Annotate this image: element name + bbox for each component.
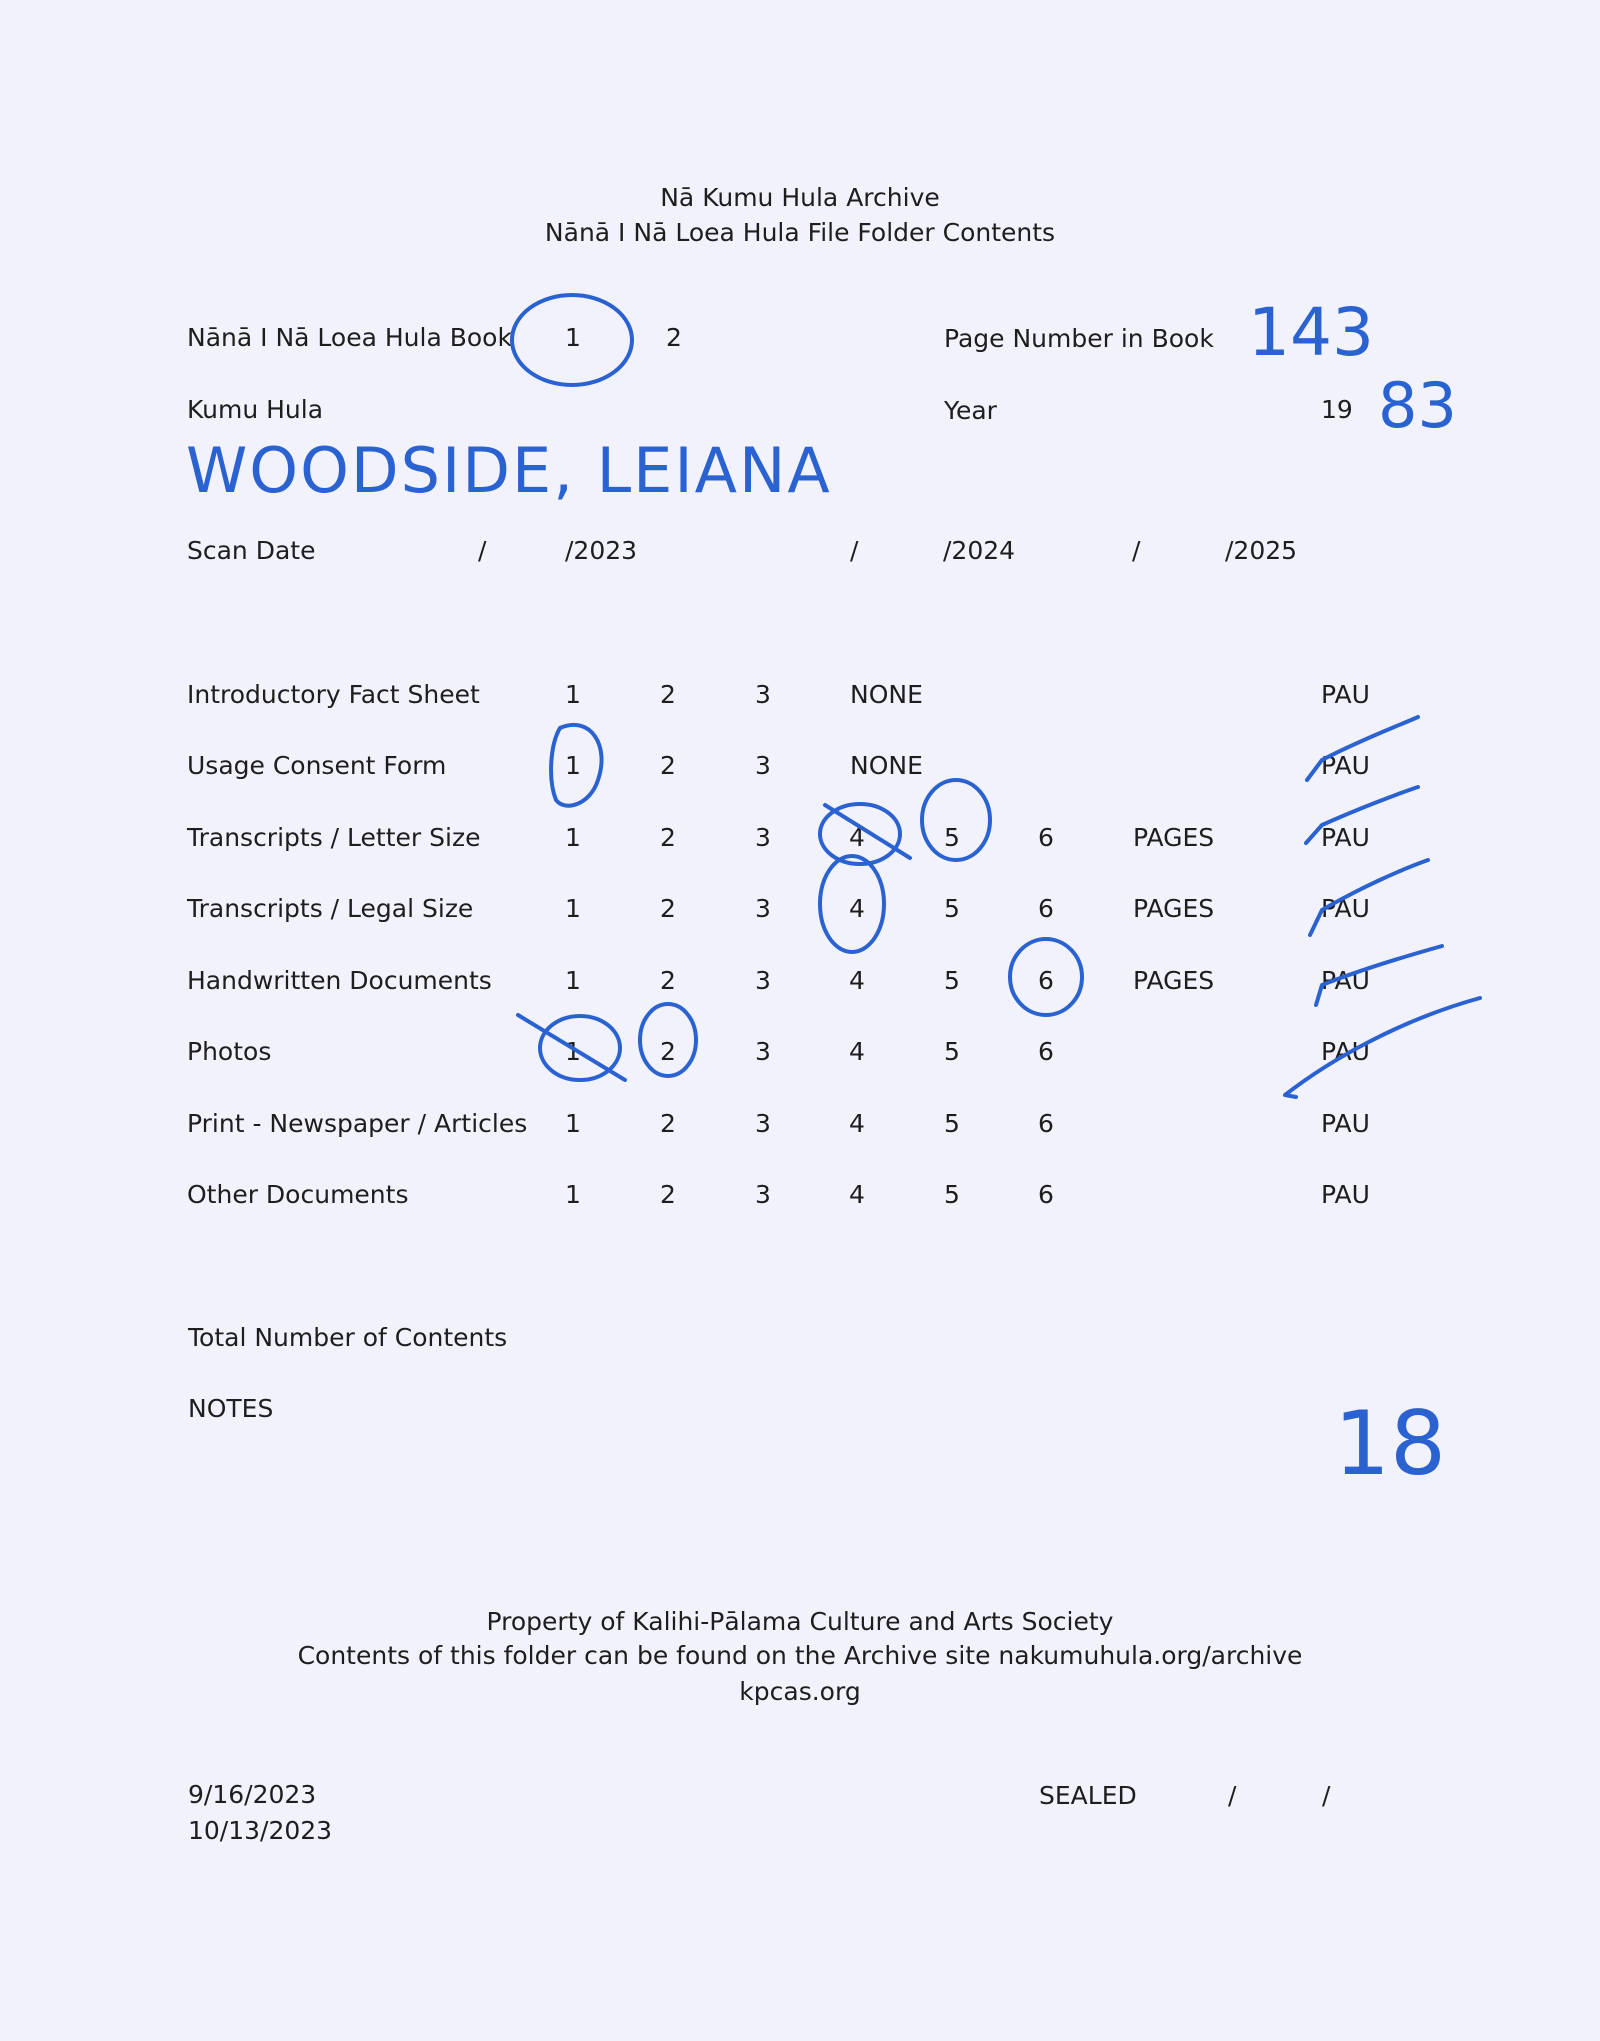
row-cell: 5 xyxy=(944,1037,960,1066)
row-cell: 5 xyxy=(944,1109,960,1138)
row-cell: 1 xyxy=(565,894,581,923)
row-cell: 1 xyxy=(565,966,581,995)
total-contents-handwritten: 18 xyxy=(1334,1392,1446,1495)
date-entry-2: 10/13/2023 xyxy=(188,1816,333,1845)
row-label-other-docs: Other Documents xyxy=(187,1180,409,1209)
row-cell: 2 xyxy=(660,1109,676,1138)
row-pau: PAU xyxy=(1321,894,1370,923)
property-line: Property of Kalihi-Pālama Culture and Arts Society xyxy=(486,1607,1114,1636)
row-cell: 1 xyxy=(565,1109,581,1138)
page-number-handwritten: 143 xyxy=(1248,294,1374,371)
row-cell: 4 xyxy=(849,1037,865,1066)
row-cell: 2 xyxy=(660,966,676,995)
row-cell: 6 xyxy=(1038,966,1054,995)
kumu-hula-handwritten-name: WOODSIDE, LEIANA xyxy=(186,434,832,507)
row-pages: PAGES xyxy=(1133,894,1215,923)
row-cell: 6 xyxy=(1038,1109,1054,1138)
row-cell: 2 xyxy=(660,680,676,709)
row-cell: 6 xyxy=(1038,1037,1054,1066)
row-cell: 3 xyxy=(755,751,771,780)
row-cell: 1 xyxy=(565,1180,581,1209)
row-cell: 5 xyxy=(944,823,960,852)
row-pau: PAU xyxy=(1321,680,1370,709)
row-pau: PAU xyxy=(1321,1109,1370,1138)
scan-date-label: Scan Date xyxy=(187,536,316,565)
row-cell: 5 xyxy=(944,966,960,995)
row-label-print-newspaper: Print - Newspaper / Articles xyxy=(187,1109,528,1138)
total-contents-label: Total Number of Contents xyxy=(188,1323,508,1352)
row-cell: 6 xyxy=(1038,894,1054,923)
notes-label: NOTES xyxy=(188,1394,274,1423)
pau-check-mark xyxy=(1285,998,1480,1097)
row-cell: 3 xyxy=(755,894,771,923)
row-pau: PAU xyxy=(1321,823,1370,852)
scan-date-slash-1: / xyxy=(478,536,487,565)
row-cell: 2 xyxy=(660,751,676,780)
row-pau: PAU xyxy=(1321,966,1370,995)
row-cell: 4 xyxy=(849,1109,865,1138)
year-prefix: 19 xyxy=(1321,395,1353,424)
row-cell: 4 xyxy=(849,894,865,923)
row-label-handwritten-docs: Handwritten Documents xyxy=(187,966,492,995)
row-label-transcripts-letter: Transcripts / Letter Size xyxy=(187,823,481,852)
scan-date-slash-3: / xyxy=(1132,536,1141,565)
row-cell: 2 xyxy=(660,894,676,923)
scan-date-2024: /2024 xyxy=(943,536,1016,565)
row-pages: PAGES xyxy=(1133,966,1215,995)
row-cell: 5 xyxy=(944,1180,960,1209)
book-option-1: 1 xyxy=(565,323,581,352)
row-pau: PAU xyxy=(1321,1037,1370,1066)
row-label-transcripts-legal: Transcripts / Legal Size xyxy=(187,894,474,923)
row-cell: 4 xyxy=(849,966,865,995)
row-cell: 2 xyxy=(660,1037,676,1066)
row-cell: 1 xyxy=(565,680,581,709)
row-cell: 2 xyxy=(660,823,676,852)
sealed-label: SEALED xyxy=(1039,1781,1137,1810)
row-pages: PAGES xyxy=(1133,823,1215,852)
date-entry-1: 9/16/2023 xyxy=(188,1780,317,1809)
page-number-label: Page Number in Book xyxy=(944,324,1214,353)
row-cell: 3 xyxy=(755,1180,771,1209)
row-label-photos: Photos xyxy=(187,1037,272,1066)
book-option-2: 2 xyxy=(666,323,682,352)
row-cell-none: NONE xyxy=(850,680,923,709)
row-cell: 3 xyxy=(755,966,771,995)
row-cell: 3 xyxy=(755,1037,771,1066)
year-label: Year xyxy=(944,396,997,425)
scan-date-slash-2: / xyxy=(850,536,859,565)
row-cell: 5 xyxy=(944,894,960,923)
row-pau: PAU xyxy=(1321,1180,1370,1209)
row-label-usage-consent: Usage Consent Form xyxy=(187,751,447,780)
kumu-hula-label: Kumu Hula xyxy=(187,395,324,424)
row-cell-none: NONE xyxy=(850,751,923,780)
row-cell: 1 xyxy=(565,751,581,780)
row-cell: 1 xyxy=(565,823,581,852)
row-cell: 6 xyxy=(1038,823,1054,852)
row-pau: PAU xyxy=(1321,751,1370,780)
row-cell: 3 xyxy=(755,1109,771,1138)
row-cell: 6 xyxy=(1038,1180,1054,1209)
row-cell: 4 xyxy=(849,1180,865,1209)
row-cell: 2 xyxy=(660,1180,676,1209)
row-cell: 1 xyxy=(565,1037,581,1066)
book-label: Nānā I Nā Loea Hula Book xyxy=(187,323,512,352)
row-label-intro-fact-sheet: Introductory Fact Sheet xyxy=(187,680,480,709)
row-cell: 3 xyxy=(755,823,771,852)
year-handwritten: 83 xyxy=(1378,369,1457,442)
archive-title: Nā Kumu Hula Archive xyxy=(660,183,940,212)
letter-4-cross-mark xyxy=(825,805,910,858)
row-cell: 3 xyxy=(755,680,771,709)
sealed-slash-1: / xyxy=(1228,1781,1237,1810)
sealed-slash-2: / xyxy=(1322,1781,1331,1810)
form-subtitle: Nānā I Nā Loea Hula File Folder Contents xyxy=(544,218,1056,247)
row-cell: 4 xyxy=(849,823,865,852)
kpcas-url: kpcas.org xyxy=(739,1677,861,1706)
scan-date-2023: /2023 xyxy=(565,536,638,565)
scan-date-2025: /2025 xyxy=(1225,536,1298,565)
archive-site-line: Contents of this folder can be found on the Archive site nakumuhula.org/archive xyxy=(297,1641,1303,1670)
